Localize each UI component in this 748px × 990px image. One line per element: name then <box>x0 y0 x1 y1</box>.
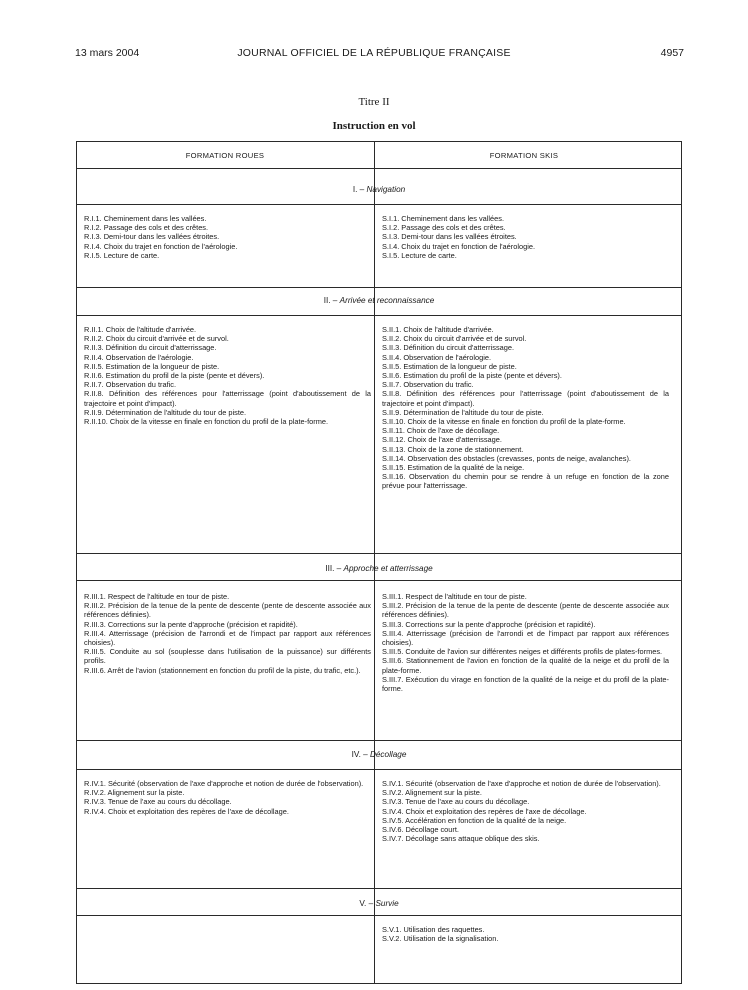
list-item <box>382 601 669 619</box>
list-item <box>382 629 669 647</box>
item-text: R.III.6. Arrêt de l'avion (stationnement en fonction du profil de la piste, du trafic, etc.). <box>84 665 361 675</box>
list-item <box>84 601 371 619</box>
section-number: V. – <box>359 899 376 908</box>
section-title <box>76 296 682 305</box>
item-text: S.IV.1. Sécurité (observation de l'axe d'approche et notion de durée de l'observation). <box>382 779 661 788</box>
skis-items <box>382 779 669 843</box>
section-name: Navigation <box>366 185 406 194</box>
list-item <box>382 807 669 816</box>
list-item <box>382 825 669 834</box>
list-item <box>382 325 669 334</box>
item-text: S.IV.7. Décollage sans attaque oblique des skis. <box>382 834 540 844</box>
item-text: R.II.2. Choix du circuit d'arrivée et de survol. <box>84 334 229 344</box>
item-text: R.III.5. Conduite au sol (souplesse dans l'utilisation de la puissance) sur différents profils. <box>84 647 371 666</box>
item-text: S.V.2. Utilisation de la signalisation. <box>382 934 499 944</box>
list-item <box>382 925 669 934</box>
list-item <box>382 232 669 241</box>
roues-items <box>84 592 371 675</box>
list-item <box>84 214 371 223</box>
item-text: R.II.8. Définition des références pour l'atterrissage (point d'aboutissement de la trajectoire et point d'impact). <box>84 389 371 408</box>
item-text: R.II.4. Observation de l'aérologie. <box>84 352 194 362</box>
item-text: S.II.4. Observation de l'aérologie. <box>382 352 492 362</box>
list-item <box>382 242 669 251</box>
item-text: S.II.14. Observation des obstacles (crevasses, ponts de neige, avalanches). <box>382 453 631 463</box>
item-text: S.II.10. Choix de la vitesse en finale en fonction du profil de la plate-forme. <box>382 417 626 427</box>
skis-items <box>382 592 669 693</box>
section-title <box>76 185 682 194</box>
section-title <box>76 750 682 759</box>
row-divider <box>76 740 682 741</box>
roues-items <box>84 214 371 260</box>
item-text: S.IV.5. Accélération en fonction de la qualité de la neige. <box>382 815 567 825</box>
item-text: R.II.6. Estimation du profil de la piste (pente et dévers). <box>84 371 265 381</box>
roues-items <box>84 325 371 426</box>
item-text: R.III.1. Respect de l'altitude en tour de piste. <box>84 592 230 601</box>
item-text: S.II.13. Choix de la zone de stationnement. <box>382 444 524 454</box>
list-item <box>84 797 371 806</box>
item-text: S.II.16. Observation du chemin pour se rendre à un refuge en fonction de la zone prévue pour l'atterrissage. <box>382 472 669 491</box>
section-name: Survie <box>375 899 399 908</box>
list-item <box>84 629 371 647</box>
row-divider <box>76 580 682 581</box>
item-text: S.I.5. Lecture de carte. <box>382 250 457 260</box>
row-divider <box>76 315 682 316</box>
section-number: III. – <box>325 564 344 573</box>
item-text: R.II.10. Choix de la vitesse en finale en fonction du profil de la plate-forme. <box>84 417 329 427</box>
item-text: R.IV.4. Choix et exploitation des repères de l'axe de décollage. <box>84 806 289 816</box>
item-text: S.III.2. Précision de la tenue de la pente de descente (pente de descente associée aux références définies). <box>382 601 669 620</box>
item-text: S.IV.3. Tenue de l'axe au cours du décollage. <box>382 797 530 807</box>
list-item <box>84 592 371 601</box>
item-text: S.II.7. Observation du trafic. <box>382 380 474 390</box>
row-divider <box>76 287 682 288</box>
list-item <box>84 334 371 343</box>
row-divider <box>76 915 682 916</box>
item-text: S.II.9. Détermination de l'altitude du tour de piste. <box>382 407 544 417</box>
item-text: S.II.6. Estimation du profil de la piste (pente et dévers). <box>382 371 562 381</box>
list-item <box>84 389 371 407</box>
list-item <box>382 463 669 472</box>
list-item <box>84 371 371 380</box>
item-text: R.II.9. Détermination de l'altitude du tour de piste. <box>84 407 247 417</box>
item-text: R.IV.2. Alignement sur la piste. <box>84 788 185 798</box>
section-number: I. – <box>352 185 367 194</box>
list-item <box>382 408 669 417</box>
item-text: S.III.7. Exécution du virage en fonction de la qualité de la neige et du profil de la plate-forme. <box>382 674 669 694</box>
row-divider <box>76 168 682 169</box>
list-item <box>84 343 371 352</box>
section-title <box>76 899 682 908</box>
list-item <box>84 380 371 389</box>
list-item <box>382 779 669 788</box>
item-text: S.II.15. Estimation de la qualité de la neige. <box>382 463 525 473</box>
item-text: S.IV.2. Alignement sur la piste. <box>382 788 482 798</box>
list-item <box>382 362 669 371</box>
item-text: R.IV.1. Sécurité (observation de l'axe d'approche et notion de durée de l'observation). <box>84 779 364 788</box>
list-item <box>382 788 669 797</box>
item-text: S.II.5. Estimation de la longueur de piste. <box>382 361 517 371</box>
item-text: S.II.8. Définition des références pour l'atterrissage (point d'aboutissement de la trajectoire et point d'impact). <box>382 389 669 408</box>
row-divider <box>76 553 682 554</box>
list-item <box>382 223 669 232</box>
item-text: R.IV.3. Tenue de l'axe au cours du décollage. <box>84 797 232 807</box>
section-name: Approche et atterrissage <box>343 564 433 573</box>
list-item <box>84 666 371 675</box>
section-title <box>76 564 682 573</box>
list-item <box>382 647 669 656</box>
item-text: R.I.4. Choix du trajet en fonction de l'aérologie. <box>84 241 238 251</box>
list-item <box>84 647 371 665</box>
list-item <box>382 620 669 629</box>
page-number: 4957 <box>660 47 684 59</box>
header-date: 13 mars 2004 <box>75 47 140 59</box>
item-text: S.I.3. Demi-tour dans les vallées étroites. <box>382 232 517 242</box>
skis-items <box>382 925 669 943</box>
item-text: S.III.1. Respect de l'altitude en tour de piste. <box>382 592 527 601</box>
list-item <box>382 445 669 454</box>
instruction-table <box>76 141 682 984</box>
item-text: S.III.5. Conduite de l'avion sur différentes neiges et différents profils de plates-formes. <box>382 647 663 657</box>
list-item <box>382 934 669 943</box>
row-divider <box>76 769 682 770</box>
item-text: R.I.1. Cheminement dans les vallées. <box>84 214 207 223</box>
list-item <box>382 816 669 825</box>
list-item <box>382 417 669 426</box>
item-text: R.II.1. Choix de l'altitude d'arrivée. <box>84 325 197 334</box>
list-item <box>382 353 669 362</box>
column-divider <box>374 141 375 984</box>
document-subtitle: Instruction en vol <box>332 120 416 132</box>
item-text: R.II.7. Observation du trafic. <box>84 380 177 390</box>
item-text: S.II.2. Choix du circuit d'arrivée et de survol. <box>382 334 527 344</box>
list-item <box>84 620 371 629</box>
list-item <box>382 380 669 389</box>
list-item <box>84 223 371 232</box>
item-text: S.III.4. Atterrissage (précision de l'arrondi et de l'impact par rapport aux références choisies). <box>382 628 669 648</box>
item-text: S.IV.6. Décollage court. <box>382 825 459 835</box>
section-name: Arrivée et reconnaissance <box>339 296 435 305</box>
list-item <box>84 408 371 417</box>
item-text: S.II.1. Choix de l'altitude d'arrivée. <box>382 325 494 334</box>
list-item <box>84 788 371 797</box>
list-item <box>84 242 371 251</box>
item-text: S.III.6. Stationnement de l'avion en fonction de la qualité de la neige et du profil de la plate-forme. <box>382 656 669 675</box>
list-item <box>382 675 669 693</box>
item-text: S.II.3. Définition du circuit d'atterrissage. <box>382 343 515 353</box>
skis-items <box>382 214 669 260</box>
item-text: R.II.5. Estimation de la longueur de piste. <box>84 361 220 371</box>
roues-items <box>84 779 371 816</box>
item-text: S.IV.4. Choix et exploitation des repères de l'axe de décollage. <box>382 806 587 816</box>
list-item <box>382 214 669 223</box>
list-item <box>84 251 371 260</box>
item-text: S.I.1. Cheminement dans les vallées. <box>382 214 505 223</box>
page-header <box>0 47 748 63</box>
list-item <box>382 472 669 490</box>
list-item <box>382 371 669 380</box>
row-divider <box>76 204 682 205</box>
list-item <box>382 334 669 343</box>
list-item <box>382 251 669 260</box>
list-item <box>84 353 371 362</box>
list-item <box>382 426 669 435</box>
section-name: Décollage <box>369 750 407 759</box>
section-number: IV. – <box>351 750 370 759</box>
item-text: S.I.4. Choix du trajet en fonction de l'aérologie. <box>382 241 536 251</box>
list-item <box>84 417 371 426</box>
item-text: R.I.2. Passage des cols et des crêtes. <box>84 223 209 233</box>
list-item <box>382 343 669 352</box>
item-text: S.V.1. Utilisation des raquettes. <box>382 925 485 934</box>
document-title: Titre II <box>358 96 390 108</box>
item-text: R.III.2. Précision de la tenue de la pente de descente (pente de descente associée aux références définies). <box>84 601 371 620</box>
list-item <box>84 807 371 816</box>
item-text: S.I.2. Passage des cols et des crêtes. <box>382 223 506 233</box>
list-item <box>84 362 371 371</box>
journal-title: JOURNAL OFFICIEL DE LA RÉPUBLIQUE FRANÇAISE <box>237 47 511 59</box>
column-header-skis: FORMATION SKIS <box>489 151 559 160</box>
item-text: S.II.12. Choix de l'axe d'atterrissage. <box>382 435 502 445</box>
list-item <box>84 779 371 788</box>
skis-items <box>382 325 669 491</box>
row-divider <box>76 888 682 889</box>
item-text: S.II.11. Choix de l'axe de décollage. <box>382 426 500 436</box>
item-text: R.III.4. Atterrissage (précision de l'arrondi et de l'impact par rapport aux références choisies). <box>84 628 371 648</box>
list-item <box>382 797 669 806</box>
item-text: R.III.3. Corrections sur la pente d'approche (précision et rapidité). <box>84 619 298 629</box>
list-item <box>382 834 669 843</box>
list-item <box>84 232 371 241</box>
list-item <box>382 592 669 601</box>
item-text: R.II.3. Définition du circuit d'atterrissage. <box>84 343 217 353</box>
item-text: S.III.3. Corrections sur la pente d'approche (précision et rapidité). <box>382 619 596 629</box>
list-item <box>382 454 669 463</box>
list-item <box>382 389 669 407</box>
list-item <box>382 435 669 444</box>
list-item <box>84 325 371 334</box>
item-text: R.I.3. Demi-tour dans les vallées étroites. <box>84 232 220 242</box>
column-header-roues: FORMATION ROUES <box>185 151 265 160</box>
item-text: R.I.5. Lecture de carte. <box>84 250 160 260</box>
list-item <box>382 656 669 674</box>
section-number: II. – <box>323 296 340 305</box>
